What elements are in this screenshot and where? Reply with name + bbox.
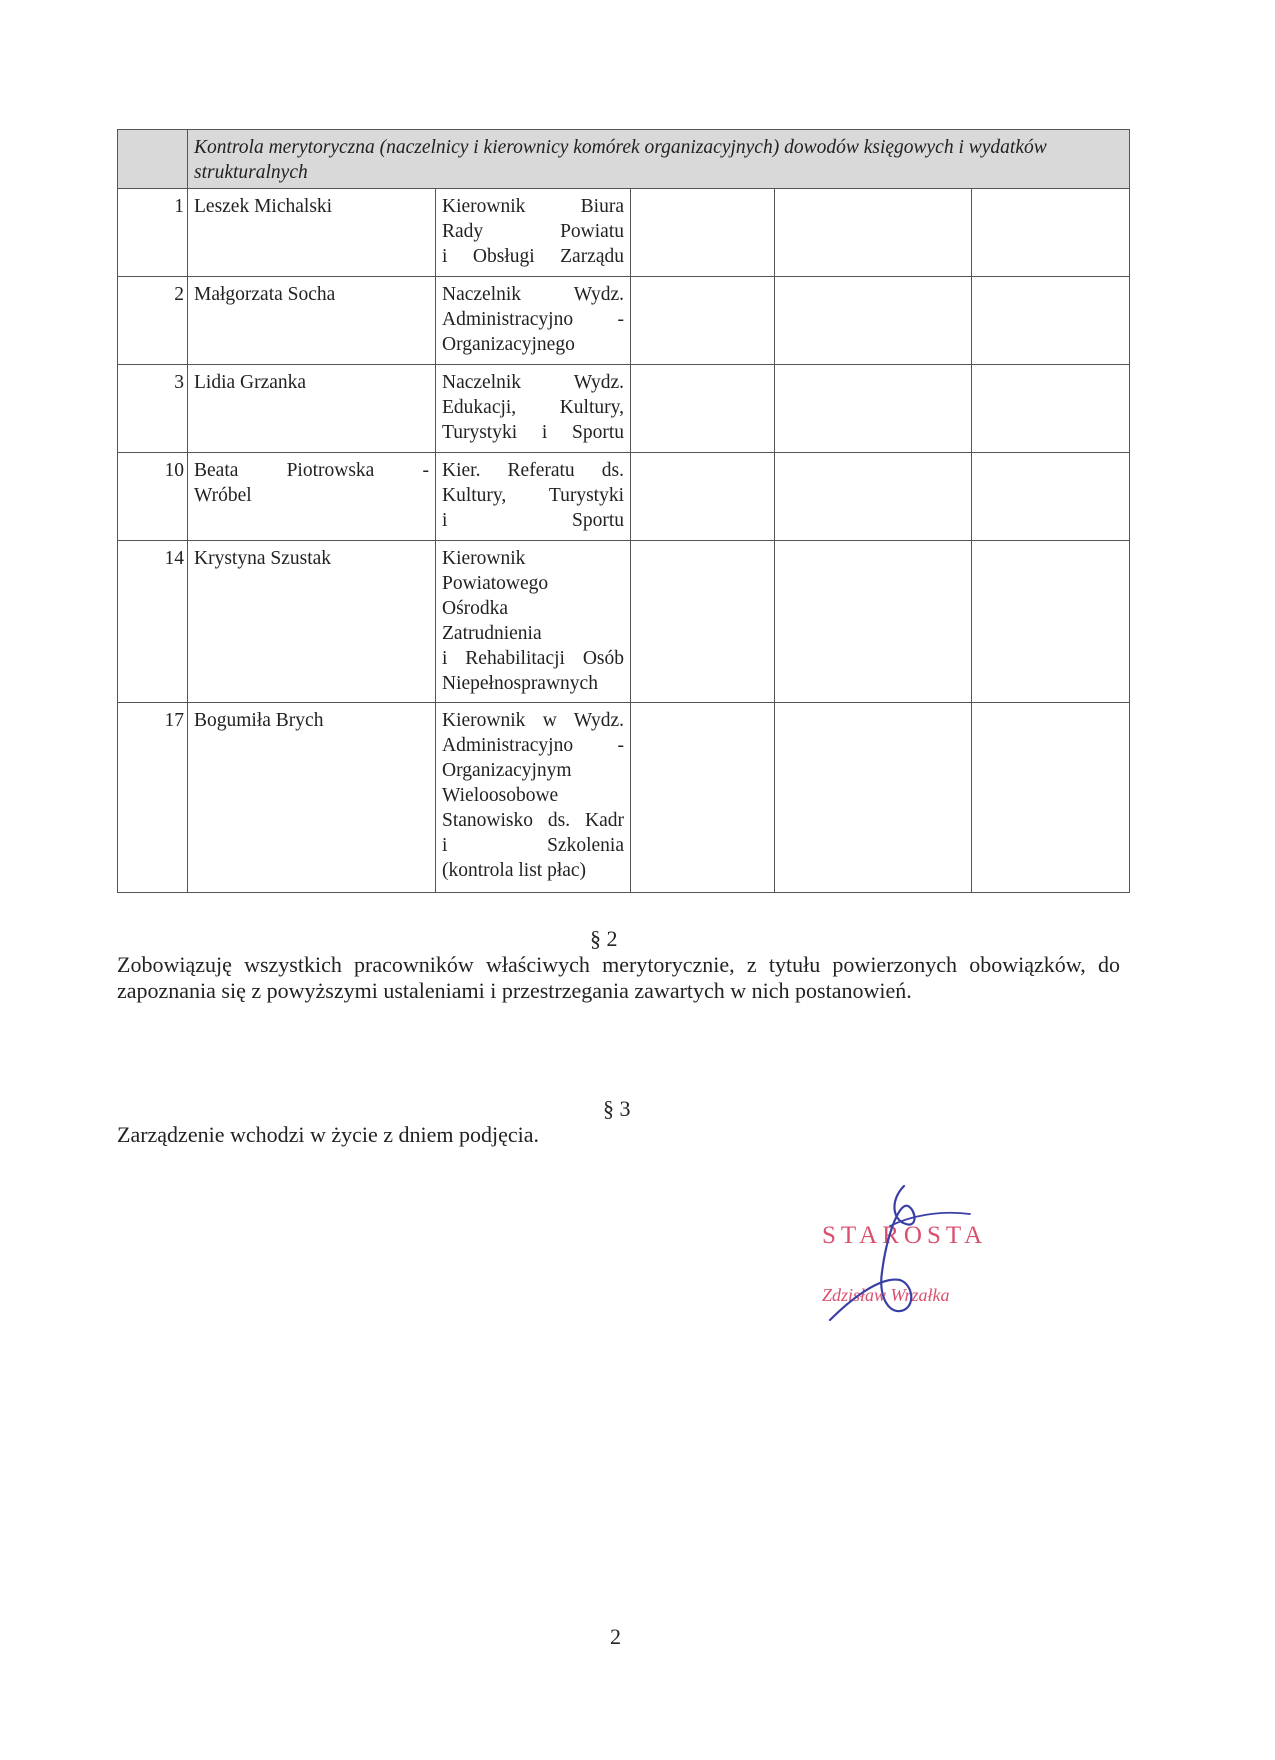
person-name xyxy=(188,453,436,541)
person-position xyxy=(436,277,631,365)
person-name-line: Lidia Grzanka xyxy=(194,372,307,393)
section-2-text: Zobowiązuję wszystkich pracowników właściwych merytorycznie, z tytułu powierzonych obowiązków, do zapoznania się z powyższymi ustaleniami i przestrzegania zawartych w nich postanowień. xyxy=(117,952,1120,1003)
position-line: Organizacyjnym xyxy=(442,760,572,781)
person-position xyxy=(436,541,631,703)
empty-cell xyxy=(631,453,775,541)
person-name-line: Krystyna Szustak xyxy=(194,548,332,569)
empty-cell xyxy=(972,189,1130,277)
row-number: 17 xyxy=(118,703,188,893)
empty-cell xyxy=(631,277,775,365)
person-position xyxy=(436,365,631,453)
row-number: 2 xyxy=(118,277,188,365)
position-line: Rady Powiatu xyxy=(442,221,624,242)
responsibility-table xyxy=(117,129,1130,893)
person-name xyxy=(188,703,436,893)
position-line: i Rehabilitacji Osób xyxy=(442,648,624,669)
table-row xyxy=(118,189,1130,277)
position-line: Administracyjno - xyxy=(442,309,624,330)
empty-cell xyxy=(972,365,1130,453)
table-header-title: Kontrola merytoryczna (naczelnicy i kierownicy komórek organizacyjnych) dowodów księgowych i wydatków strukturalnych xyxy=(188,130,1130,189)
person-name-line: Wróbel xyxy=(194,485,252,506)
row-number: 3 xyxy=(118,365,188,453)
stamp-name: Zdzisław Wrzałka xyxy=(822,1285,950,1305)
position-line: i Sportu xyxy=(442,510,624,531)
position-line: i Szkolenia xyxy=(442,835,624,856)
stamp-title: STAROSTA xyxy=(822,1222,988,1249)
position-line: Kierownik xyxy=(442,548,526,569)
empty-cell xyxy=(631,703,775,893)
section-3-text: Zarządzenie wchodzi w życie z dniem podjęcia. xyxy=(117,1122,540,1147)
position-line: Kierownik Biura xyxy=(442,196,624,217)
position-line: Zatrudnienia xyxy=(442,623,542,644)
position-line: Stanowisko ds. Kadr xyxy=(442,810,624,831)
position-line: Turystyki i Sportu xyxy=(442,422,624,443)
position-line: Naczelnik Wydz. xyxy=(442,372,624,393)
position-line: Powiatowego xyxy=(442,573,549,594)
person-position xyxy=(436,703,631,893)
position-line: Organizacyjnego xyxy=(442,334,575,355)
position-line: Edukacji, Kultury, xyxy=(442,397,624,418)
handwritten-signature xyxy=(820,1180,1000,1330)
position-line: Naczelnik Wydz. xyxy=(442,284,624,305)
position-line: Kultury, Turystyki xyxy=(442,485,624,506)
position-line: Ośrodka xyxy=(442,598,509,619)
empty-cell xyxy=(775,277,972,365)
empty-cell xyxy=(631,189,775,277)
position-line: i Obsługi Zarządu xyxy=(442,246,624,267)
person-name-line: Bogumiła Brych xyxy=(194,710,324,731)
empty-cell xyxy=(775,453,972,541)
empty-cell xyxy=(972,703,1130,893)
row-number: 10 xyxy=(118,453,188,541)
empty-cell xyxy=(972,453,1130,541)
person-name xyxy=(188,541,436,703)
person-position xyxy=(436,453,631,541)
section-2-sign: § 2 xyxy=(590,926,618,951)
row-number: 1 xyxy=(118,189,188,277)
empty-cell xyxy=(972,541,1130,703)
empty-cell xyxy=(775,189,972,277)
table-row xyxy=(118,277,1130,365)
position-line: (kontrola list płac) xyxy=(442,860,587,881)
table-row xyxy=(118,453,1130,541)
position-line: Wieloosobowe xyxy=(442,785,559,806)
table-row xyxy=(118,703,1130,893)
section-3-sign: § 3 xyxy=(603,1096,631,1121)
empty-cell xyxy=(972,277,1130,365)
position-line: Kierownik w Wydz. xyxy=(442,710,624,731)
person-name-line: Leszek Michalski xyxy=(194,196,333,217)
position-line: Niepełnosprawnych xyxy=(442,673,598,694)
position-line: Kier. Referatu ds. xyxy=(442,460,624,481)
table-row xyxy=(118,365,1130,453)
row-number: 14 xyxy=(118,541,188,703)
empty-cell xyxy=(631,541,775,703)
person-name xyxy=(188,365,436,453)
person-name xyxy=(188,189,436,277)
person-name-line: Małgorzata Socha xyxy=(194,284,336,305)
person-name xyxy=(188,277,436,365)
page-number: 2 xyxy=(610,1624,621,1649)
empty-cell xyxy=(631,365,775,453)
person-name-line: Beata Piotrowska - xyxy=(194,460,429,481)
person-position xyxy=(436,189,631,277)
empty-cell xyxy=(775,365,972,453)
header-number-cell xyxy=(118,130,188,189)
table-row xyxy=(118,541,1130,703)
empty-cell xyxy=(775,541,972,703)
table-header-row xyxy=(118,130,1130,189)
position-line: Administracyjno - xyxy=(442,735,624,756)
empty-cell xyxy=(775,703,972,893)
